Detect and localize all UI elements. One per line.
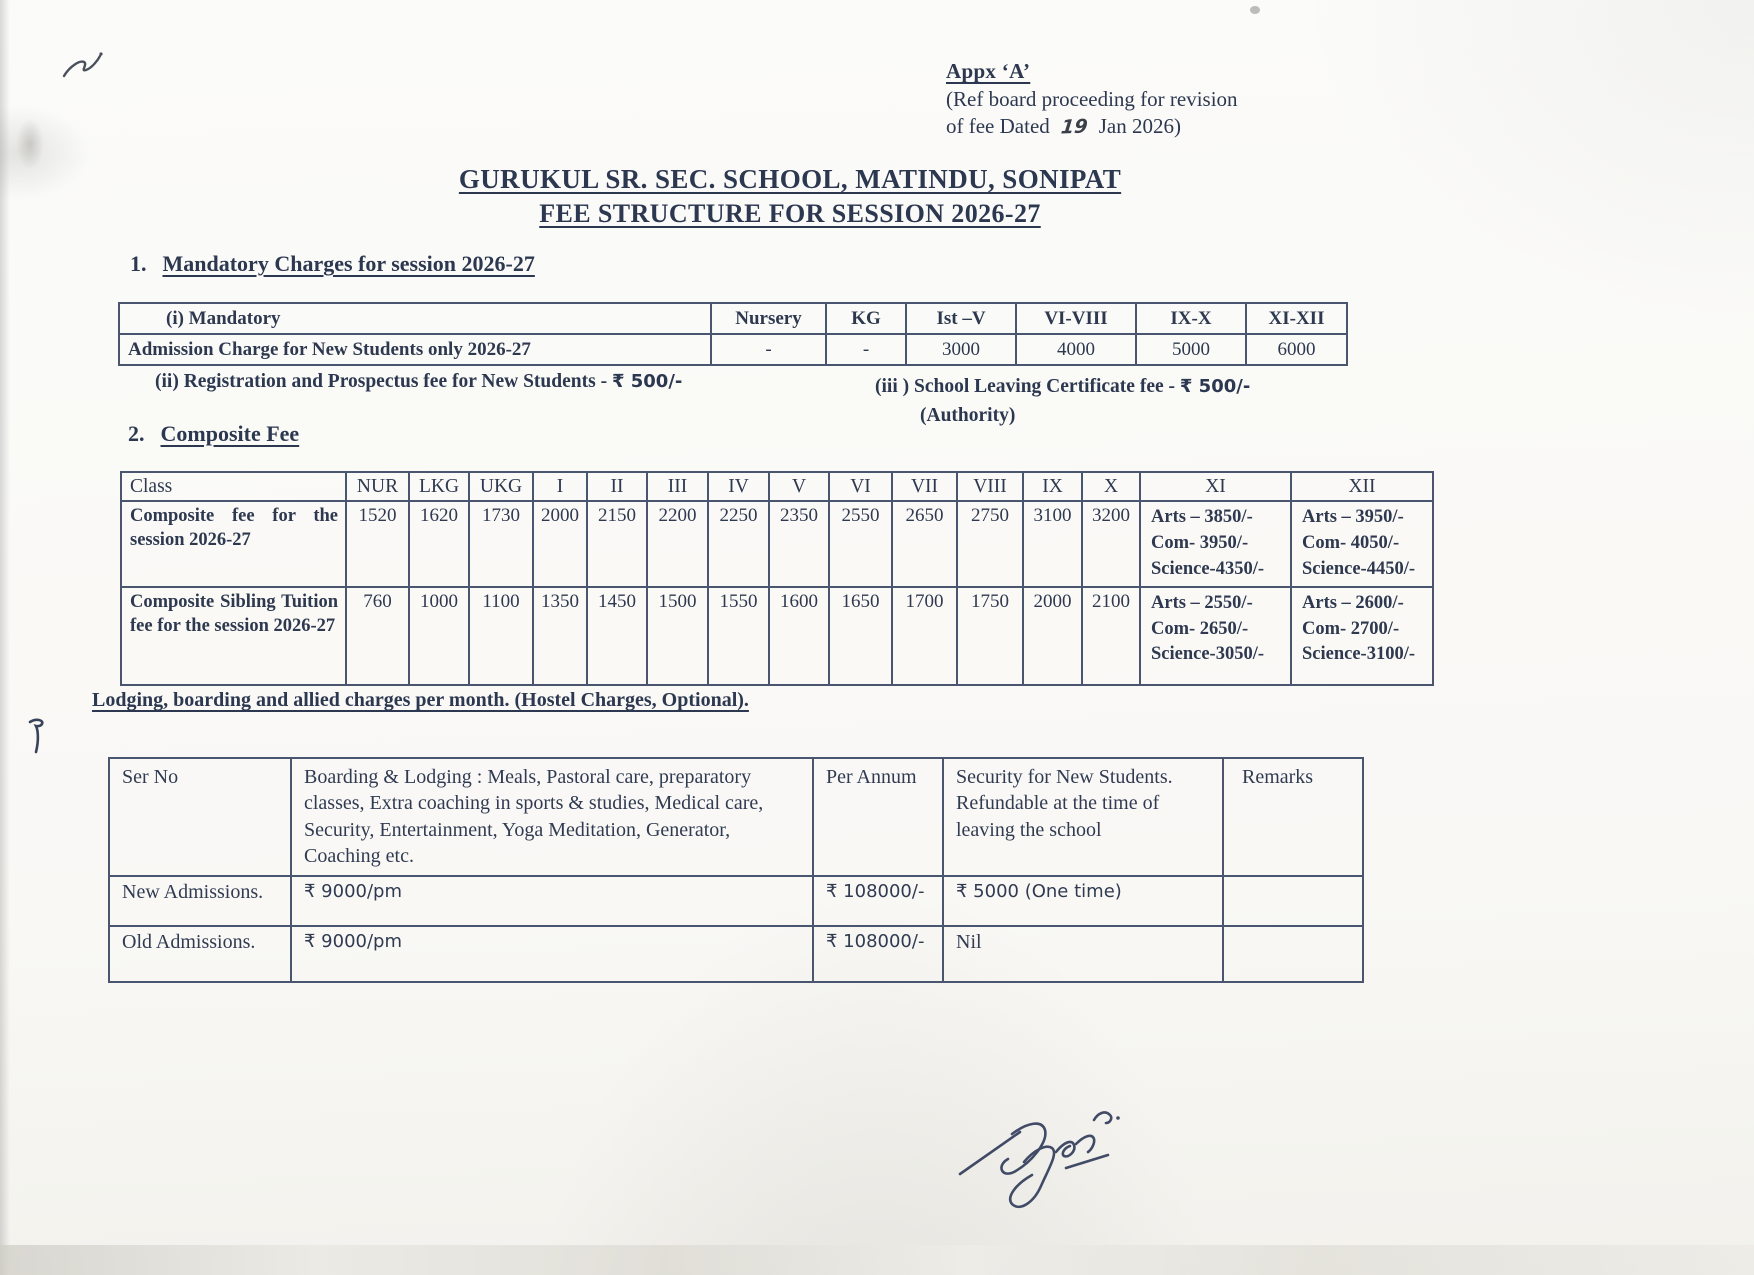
page-title-line1: GURUKUL SR. SEC. SCHOOL, MATINDU, SONIPAT	[458, 164, 1122, 194]
table-header-row	[109, 758, 1363, 876]
col-header-iii: III	[647, 472, 708, 501]
cell-value: 1550	[708, 587, 769, 685]
note-ii-text: (ii) Registration and Prospectus fee for New Students -	[155, 371, 612, 392]
col-header-vii: VII	[892, 472, 957, 501]
col-header-nur: NUR	[346, 472, 409, 501]
cell-value: 1600	[769, 587, 829, 685]
note-ii-amount: ₹ 500/-	[611, 371, 683, 392]
xii-arts: Arts – 2600/-	[1302, 592, 1404, 613]
hostel-charges-heading: Lodging, boarding and allied charges per month. (Hostel Charges, Optional).	[92, 689, 749, 711]
scan-smudge	[16, 118, 44, 170]
cell-value: 2100	[1082, 587, 1140, 685]
cell-label: Admission Charge for New Students only 2026-27	[119, 334, 711, 365]
col-header-boarding-lodging: Boarding & Lodging : Meals, Pastoral care, preparatory classes, Extra coaching in sports & studies, Medical care, Security, Entertainment, Yoga Meditation, Generator, Coaching etc.	[291, 758, 813, 876]
appx-ref-line2-suffix: Jan 2026)	[1098, 114, 1181, 139]
cell-value: 2000	[1023, 587, 1082, 685]
cell-per-annum: ₹ 108000/-	[813, 876, 943, 926]
cell-value: 1000	[409, 587, 469, 685]
section2-title: Composite Fee	[160, 421, 300, 446]
cell-value: 1500	[647, 587, 708, 685]
table-row-sibling-fee	[121, 587, 1433, 685]
cell-value: 2250	[708, 501, 769, 587]
cell-value: 2650	[892, 501, 957, 587]
col-header-per-annum: Per Annum	[813, 758, 943, 876]
hostel-charges-table	[108, 757, 1364, 983]
cell-value: 2000	[533, 501, 587, 587]
appx-title: Appx ‘A’	[946, 59, 1031, 83]
cell-value: 1650	[829, 587, 892, 685]
appx-ref-line1: (Ref board proceeding for revision	[946, 86, 1238, 111]
scan-bottom-band	[0, 1245, 1754, 1275]
cell-value: 1450	[587, 587, 647, 685]
cell-value: 2550	[829, 501, 892, 587]
cell-row-label: Composite fee for the session 2026-27	[121, 501, 346, 587]
cell-xi-streams	[1140, 501, 1291, 587]
appx-ref-line2	[946, 113, 1376, 141]
xii-com: Com- 2700/-	[1302, 618, 1400, 639]
col-header-11-12: XI-XII	[1246, 303, 1347, 334]
mandatory-charges-table	[118, 302, 1348, 366]
col-header-ser-no: Ser No	[109, 758, 291, 876]
cell-kg: -	[826, 334, 906, 365]
cell-xii-streams	[1291, 501, 1433, 587]
cell-11-12: 6000	[1246, 334, 1347, 365]
cell-xi-streams	[1140, 587, 1291, 685]
section2-number: 2.	[128, 421, 145, 446]
appx-ref-line2-prefix: of fee Dated	[946, 114, 1050, 139]
col-header-v: V	[769, 472, 829, 501]
table-header-row	[121, 472, 1433, 501]
cell-per-annum: ₹ 108000/-	[813, 926, 943, 982]
xi-science: Science-3050/-	[1151, 644, 1265, 665]
appx-block	[946, 58, 1376, 141]
col-header-nursery: Nursery	[711, 303, 826, 334]
col-header-class: Class	[121, 472, 346, 501]
handwritten-signature	[948, 1092, 1188, 1222]
cell-1-5: 3000	[906, 334, 1016, 365]
cell-value: 760	[346, 587, 409, 685]
xi-arts: Arts – 2550/-	[1151, 592, 1253, 613]
section1-heading	[130, 251, 535, 277]
cell-value: 3200	[1082, 501, 1140, 587]
cell-value: 1620	[409, 501, 469, 587]
margin-pen-mark-icon	[24, 716, 54, 756]
section1-number: 1.	[130, 251, 147, 276]
section2-heading	[128, 421, 299, 447]
col-header-viii: VIII	[957, 472, 1023, 501]
note-iii-amount: ₹ 500/-	[1179, 376, 1251, 397]
note-authority: (Authority)	[920, 405, 1016, 426]
note-iii-text: (iii ) School Leaving Certificate fee -	[875, 376, 1180, 397]
table-row-composite-fee	[121, 501, 1433, 587]
xii-science: Science-3100/-	[1302, 644, 1416, 665]
cell-ser: Old Admissions.	[109, 926, 291, 982]
note-registration-fee	[155, 371, 682, 393]
col-header-ii: II	[587, 472, 647, 501]
cell-value: 1730	[469, 501, 533, 587]
xii-com: Com- 4050/-	[1302, 532, 1400, 553]
xi-com: Com- 3950/-	[1151, 532, 1249, 553]
cell-remarks	[1223, 926, 1363, 982]
cell-value: 1100	[469, 587, 533, 685]
cell-per-month: ₹ 9000/pm	[291, 876, 813, 926]
cell-remarks	[1223, 876, 1363, 926]
col-header-ix: IX	[1023, 472, 1082, 501]
col-header-x: X	[1082, 472, 1140, 501]
cell-value: 3100	[1023, 501, 1082, 587]
note-leaving-certificate-fee	[875, 376, 1250, 398]
col-header-xii: XII	[1291, 472, 1433, 501]
xi-science: Science-4350/-	[1151, 558, 1265, 579]
scan-edge-shadow	[0, 0, 10, 1275]
cell-value: 1520	[346, 501, 409, 587]
col-header-lkg: LKG	[409, 472, 469, 501]
pen-mark-icon	[60, 46, 106, 82]
table-row-old-admissions	[109, 926, 1363, 982]
table-row-admission-charge	[119, 334, 1347, 365]
cell-nursery: -	[711, 334, 826, 365]
col-header-iv: IV	[708, 472, 769, 501]
document-title	[300, 164, 1280, 229]
col-header-ukg: UKG	[469, 472, 533, 501]
cell-value: 2350	[769, 501, 829, 587]
xii-science: Science-4450/-	[1302, 558, 1416, 579]
cell-value: 1700	[892, 587, 957, 685]
cell-value: 2750	[957, 501, 1023, 587]
col-header-remarks: Remarks	[1223, 758, 1363, 876]
scan-speck	[1250, 6, 1260, 14]
cell-security: Nil	[943, 926, 1223, 982]
col-header-6-8: VI-VIII	[1016, 303, 1136, 334]
col-header-kg: KG	[826, 303, 906, 334]
cell-xii-streams	[1291, 587, 1433, 685]
cell-6-8: 4000	[1016, 334, 1136, 365]
table-header-row	[119, 303, 1347, 334]
col-header-security: Security for New Students. Refundable at the time of leaving the school	[943, 758, 1223, 876]
section1-title: Mandatory Charges for session 2026-27	[162, 251, 535, 276]
xii-arts: Arts – 3950/-	[1302, 507, 1404, 527]
cell-row-label: Composite Sibling Tuition fee for the session 2026-27	[121, 587, 346, 685]
cell-per-month: ₹ 9000/pm	[291, 926, 813, 982]
cell-value: 2200	[647, 501, 708, 587]
col-header-9-10: IX-X	[1136, 303, 1246, 334]
cell-security: ₹ 5000 (One time)	[943, 876, 1223, 926]
cell-9-10: 5000	[1136, 334, 1246, 365]
col-header-1-5: Ist –V	[906, 303, 1016, 334]
cell-value: 2150	[587, 501, 647, 587]
table-row-new-admissions	[109, 876, 1363, 926]
cell-value: 1750	[957, 587, 1023, 685]
col-header-vi: VI	[829, 472, 892, 501]
xi-com: Com- 2650/-	[1151, 618, 1249, 639]
handwritten-date: 19	[1059, 115, 1089, 139]
xi-arts: Arts – 3850/-	[1151, 507, 1253, 527]
col-header-i: I	[533, 472, 587, 501]
composite-fee-table	[120, 471, 1434, 686]
page-title-line2: FEE STRUCTURE FOR SESSION 2026-27	[539, 199, 1041, 228]
cell-ser: New Admissions.	[109, 876, 291, 926]
col-header-mandatory: (i) Mandatory	[119, 303, 711, 334]
col-header-xi: XI	[1140, 472, 1291, 501]
cell-value: 1350	[533, 587, 587, 685]
